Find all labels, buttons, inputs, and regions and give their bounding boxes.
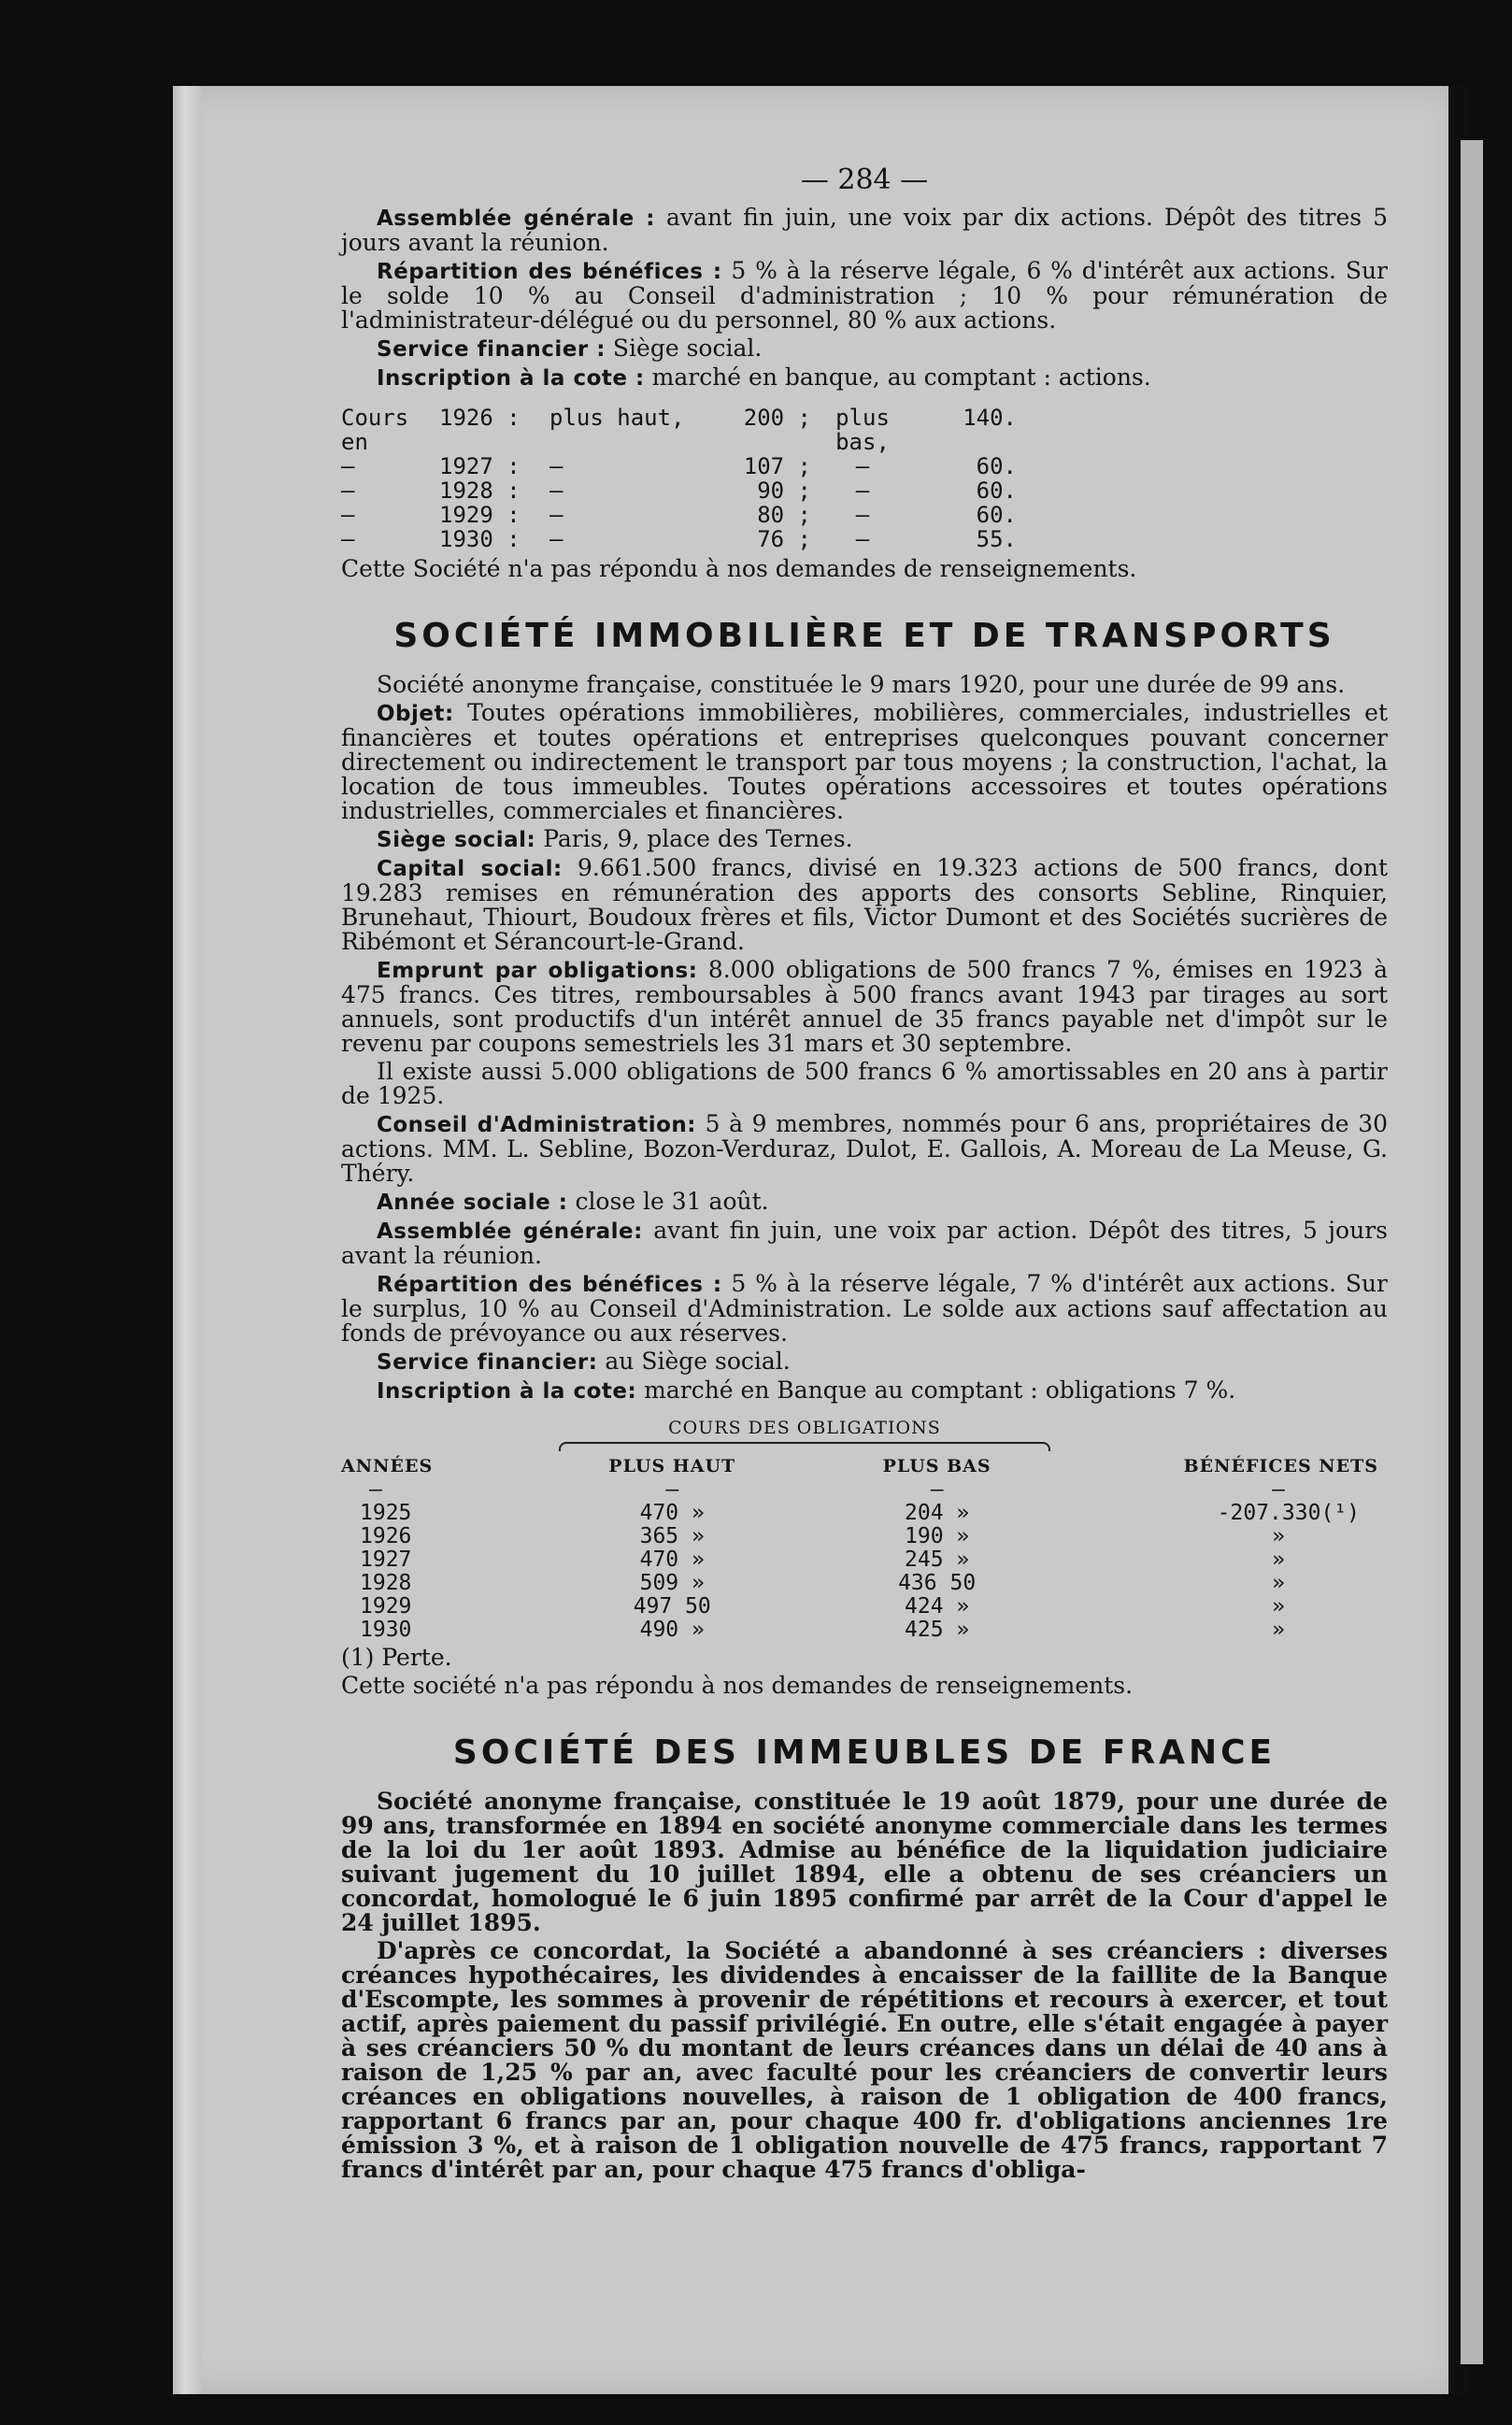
- col-benefices: BÉNÉFICES NETS: [1183, 1456, 1378, 1476]
- s2-para-1: Société anonyme française, constituée le 19 août 1879, pour une durée de 99 ans, transformée en 1894 en société anonyme commerciale dans les termes de la loi du 1er août 1893. Admise au bénéfice de la liquidation judiciaire suivant jugement du 10 juillet 1894, elle a obtenu de ses créanciers un concordat, homologué le 6 juin 1895 confirmé par arrêt de la Cour d'appel le 24 juillet 1895.: [341, 1788, 1388, 1936]
- s1-no-reply: Cette société n'a pas répondu à nos demandes de renseignements.: [341, 1672, 1134, 1699]
- top-assemblee: Assemblée générale : avant fin juin, une voix par dix actions. Dépôt des titres 5 jours avant la réunion.: [341, 204, 1389, 256]
- s1-service: Service financier: au Siège social.: [377, 1348, 791, 1375]
- section-title-immobiliere: SOCIÉTÉ IMMOBILIÈRE ET DE TRANSPORTS: [393, 617, 1335, 655]
- obligations-table: COURS DES OBLIGATIONS ANNÉES PLUS HAUT PLUS BAS BÉNÉFICES NETS — — — — 1925 470 » 204 » -207.330(¹) 1926 365 » 190 » » 1927 470 » 245 » » 1928 509 » 436 50 » 1929 497 50 424 » » 1930 490 » 425 » »: [341, 1418, 1378, 1642]
- top-inscription: Inscription à la cote : marché en banque, au comptant : actions.: [377, 364, 1151, 391]
- table-row: 1928 509 » 436 50 »: [360, 1571, 1285, 1595]
- top-repartition: Répartition des bénéfices : 5 % à la réserve légale, 6 % d'intérêt aux actions. Sur le solde 10 % au Conseil d'administration ; 10 % pour rémunération de l'administrateur-délégué ou du personnel, 80 % aux actions.: [341, 257, 1389, 334]
- s1-emprunt-2: Il existe aussi 5.000 obligations de 500 francs 6 % amortissables en 20 ans à partir de 1925.: [341, 1058, 1388, 1109]
- s1-emprunt: Emprunt par obligations: 8.000 obligations de 500 francs 7 %, émises en 1923 à 475 francs. Ces titres, remboursables à 500 francs avant 1943 par tirages au sort annuels, sont productifs d'un intérêt annuel de 35 francs payable net d'impôt sur le revenu par coupons semestriels les 31 mars et 30 septembre.: [341, 956, 1388, 1057]
- s1-inscription: Inscription à la cote: marché en Banque au comptant : obligations 7 %.: [377, 1377, 1236, 1404]
- s1-objet: Objet: Toutes opérations immobilières, mobilières, commerciales, industrielles et financières et toutes opérations et entreprises quelconques pouvant concerner directement ou indirectement le transport par tous moyens ; la construction, l'achat, la location de tous immeubles. Toutes opérations accessoires et toutes opérations industrielles, commerciales et financières.: [341, 699, 1388, 824]
- col-plus-bas: PLUS BAS: [882, 1456, 991, 1476]
- section-title-immeubles: SOCIÉTÉ DES IMMEUBLES DE FRANCE: [452, 1733, 1277, 1772]
- top-no-reply: Cette Société n'a pas répondu à nos demandes de renseignements.: [341, 555, 1137, 582]
- table-row: 1929 497 50 424 » »: [360, 1594, 1285, 1619]
- s2-para-2: D'après ce concordat, la Société a abandonné à ses créanciers : diverses créances hypothécaires, les dividendes à encaisser de la faillite de la Banque d'Escompte, les sommes à provenir de répétitions et recours à exercer, et tout actif, après paiement du passif privilégié. En outre, elle s'était engagée à payer à ses créanciers 50 % du montant de leurs créances dans un délai de 40 ans à raison de 1,25 % par an, avec faculté pour les créanciers de convertir leurs créances en obligations nouvelles, à raison de 1 obligation de 400 francs, rapportant 6 francs par an, pour chaque 400 fr. d'obligations anciennes 1re émission 3 %, et à raison de 1 obligation nouvelle de 475 francs, rapportant 7 francs d'intérêt par an, pour chaque 475 francs d'obliga-: [341, 1937, 1388, 2183]
- s1-annee: Année sociale : close le 31 août.: [377, 1188, 769, 1215]
- page-gutter: [173, 86, 201, 2394]
- cours-table: [341, 406, 1388, 551]
- s1-assemblee: Assemblée générale: avant fin juin, une voix par action. Dépôt des titres, 5 jours avant la réunion.: [341, 1217, 1388, 1269]
- cours-row: — 1930 : — 76 ; — 55.: [341, 526, 1017, 552]
- page-content: [341, 164, 1389, 2186]
- group-header: COURS DES OBLIGATIONS: [668, 1418, 941, 1438]
- s1-capital: Capital social: 9.661.500 francs, divisé en 19.323 actions de 500 francs, dont 19.283 remises en rémunération des apports des consorts Sebline, Rinquier, Brunehaut, Thiourt, Boudoux frères et fils, Victor Dumont et des Sociétés sucrières de Ribémont et Sérancourt-le-Grand.: [341, 854, 1388, 955]
- table-row: 1925 470 » 204 » -207.330(¹): [360, 1501, 1360, 1525]
- cours-row: — 1927 : — 107 ; — 60.: [341, 453, 1017, 479]
- next-page-edge: [1461, 140, 1483, 2364]
- page-number: — 284 —: [800, 164, 929, 196]
- table-row: 1926 365 » 190 » »: [360, 1524, 1285, 1548]
- cours-row: Cours en 1926 : plus haut, 200 ; plus bas, 140.: [341, 405, 1017, 455]
- cours-row: — 1928 : — 90 ; — 60.: [341, 478, 1017, 504]
- s1-intro: Société anonyme française, constituée le 9 mars 1920, pour une durée de 99 ans.: [377, 671, 1346, 698]
- cours-row: — 1929 : — 80 ; — 60.: [341, 502, 1017, 528]
- table-row: 1927 470 » 245 » »: [360, 1548, 1285, 1572]
- s1-siege: Siège social: Paris, 9, place des Ternes.: [377, 825, 853, 852]
- col-annees: ANNÉES: [341, 1456, 434, 1476]
- col-plus-haut: PLUS HAUT: [608, 1456, 736, 1476]
- top-service: Service financier : Siège social.: [377, 335, 763, 362]
- table-row: 1930 490 » 425 » »: [360, 1618, 1285, 1642]
- brace-divider: [559, 1442, 1051, 1451]
- s1-repartition: Répartition des bénéfices : 5 % à la réserve légale, 7 % d'intérêt aux actions. Sur le surplus, 10 % au Conseil d'Administration. Le solde aux actions sauf affectation au fonds de prévoyance ou aux réserves.: [341, 1270, 1389, 1347]
- footnote: (1) Perte.: [341, 1644, 452, 1671]
- s1-conseil: Conseil d'Administration: 5 à 9 membres, nommés pour 6 ans, propriétaires de 30 actions. MM. L. Sebline, Bozon-Verduraz, Dulot, E. Gallois, A. Moreau de La Meuse, G. Théry.: [341, 1110, 1389, 1187]
